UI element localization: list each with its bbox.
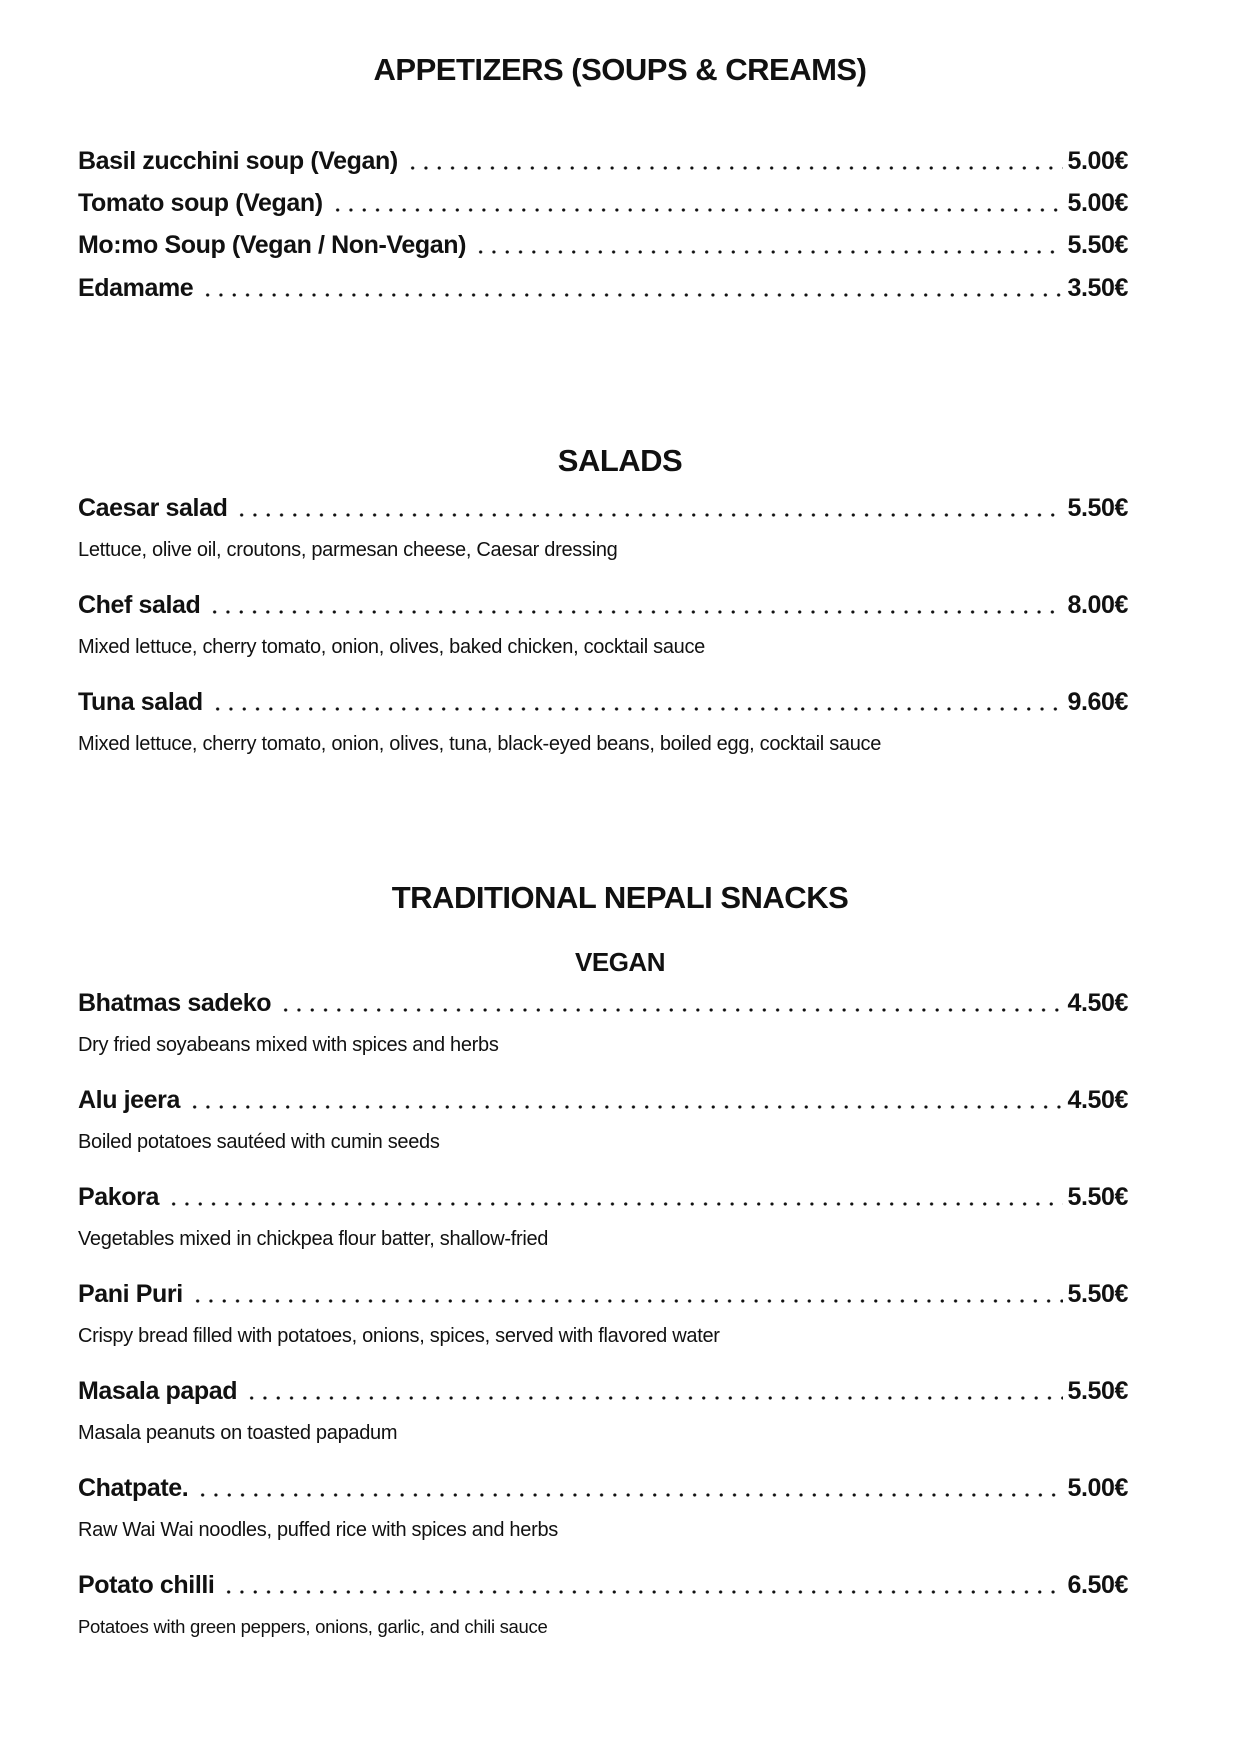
dot-leader (474, 228, 1063, 262)
dot-leader (279, 986, 1063, 1020)
item-price: 5.00€ (1067, 1474, 1128, 1502)
dot-leader (331, 186, 1064, 220)
item-price: 5.00€ (1067, 147, 1128, 175)
section-title-salads: SALADS (557, 443, 683, 478)
dot-leader (222, 1568, 1063, 1602)
menu-item-alu-jeera (78, 1083, 1128, 1117)
dot-leader (245, 1374, 1063, 1408)
item-description: Mixed lettuce, cherry tomato, onion, olives, tuna, black-eyed beans, boiled egg, cocktail sauce (78, 733, 882, 755)
dot-leader (201, 271, 1063, 305)
item-description: Crispy bread filled with potatoes, onions, spices, served with flavored water (78, 1325, 720, 1347)
menu-item-edamame (78, 271, 1128, 305)
item-name: Alu jeera (78, 1086, 181, 1114)
item-description: Dry fried soyabeans mixed with spices and herbs (78, 1034, 499, 1056)
item-name: Mo:mo Soup (Vegan / Non-Vegan) (78, 231, 467, 259)
menu-item-potato-chilli (78, 1568, 1128, 1602)
item-name: Chef salad (78, 591, 201, 619)
dot-leader (235, 491, 1063, 525)
item-name: Pani Puri (78, 1280, 183, 1308)
item-description: Lettuce, olive oil, croutons, parmesan cheese, Caesar dressing (78, 539, 618, 561)
item-price: 5.50€ (1067, 1280, 1128, 1308)
menu-item-pani-puri (78, 1277, 1128, 1311)
item-price: 5.50€ (1067, 231, 1128, 259)
menu-item-tuna-salad (78, 685, 1128, 719)
item-name: Edamame (78, 274, 194, 302)
item-price: 5.50€ (1067, 494, 1128, 522)
section-subtitle-vegan: VEGAN (575, 947, 665, 977)
menu-item-pakora (78, 1180, 1128, 1214)
item-name: Chatpate. (78, 1474, 189, 1502)
menu-item-momo-soup (78, 228, 1128, 262)
dot-leader (167, 1180, 1063, 1214)
section-title-appetizers: APPETIZERS (SOUPS & CREAMS) (373, 52, 867, 87)
item-description: Boiled potatoes sautéed with cumin seeds (78, 1131, 440, 1153)
item-price: 9.60€ (1067, 688, 1128, 716)
item-price: 4.50€ (1067, 989, 1128, 1017)
item-name: Potato chilli (78, 1571, 215, 1599)
menu-item-basil-zucchini-soup (78, 144, 1128, 178)
menu-item-bhatmas-sadeko (78, 986, 1128, 1020)
menu-item-chatpate (78, 1471, 1128, 1505)
dot-leader (208, 588, 1063, 622)
item-description: Mixed lettuce, cherry tomato, onion, olives, baked chicken, cocktail sauce (78, 636, 706, 658)
item-price: 6.50€ (1067, 1571, 1128, 1599)
item-name: Caesar salad (78, 494, 228, 522)
section-title-nepali-snacks: TRADITIONAL NEPALI SNACKS (391, 880, 849, 915)
item-description: Raw Wai Wai noodles, puffed rice with spices and herbs (78, 1519, 558, 1541)
dot-leader (406, 144, 1064, 178)
dot-leader (188, 1083, 1063, 1117)
item-price: 3.50€ (1067, 274, 1128, 302)
item-name: Pakora (78, 1183, 159, 1211)
item-name: Tuna salad (78, 688, 203, 716)
item-description: Potatoes with green peppers, onions, garlic, and chili sauce (78, 1616, 548, 1637)
menu-item-tomato-soup (78, 186, 1128, 220)
menu-item-caesar-salad (78, 491, 1128, 525)
item-price: 4.50€ (1067, 1086, 1128, 1114)
item-description: Masala peanuts on toasted papadum (78, 1422, 398, 1444)
dot-leader (211, 685, 1064, 719)
menu-item-chef-salad (78, 588, 1128, 622)
item-name: Basil zucchini soup (Vegan) (78, 147, 398, 175)
item-description: Vegetables mixed in chickpea flour batter, shallow-fried (78, 1228, 549, 1250)
dot-leader (196, 1471, 1063, 1505)
item-price: 5.50€ (1067, 1183, 1128, 1211)
item-name: Masala papad (78, 1377, 238, 1405)
item-name: Tomato soup (Vegan) (78, 189, 323, 217)
dot-leader (191, 1277, 1064, 1311)
item-price: 8.00€ (1067, 591, 1128, 619)
menu-item-masala-papad (78, 1374, 1128, 1408)
item-price: 5.00€ (1067, 189, 1128, 217)
item-price: 5.50€ (1067, 1377, 1128, 1405)
item-name: Bhatmas sadeko (78, 989, 272, 1017)
